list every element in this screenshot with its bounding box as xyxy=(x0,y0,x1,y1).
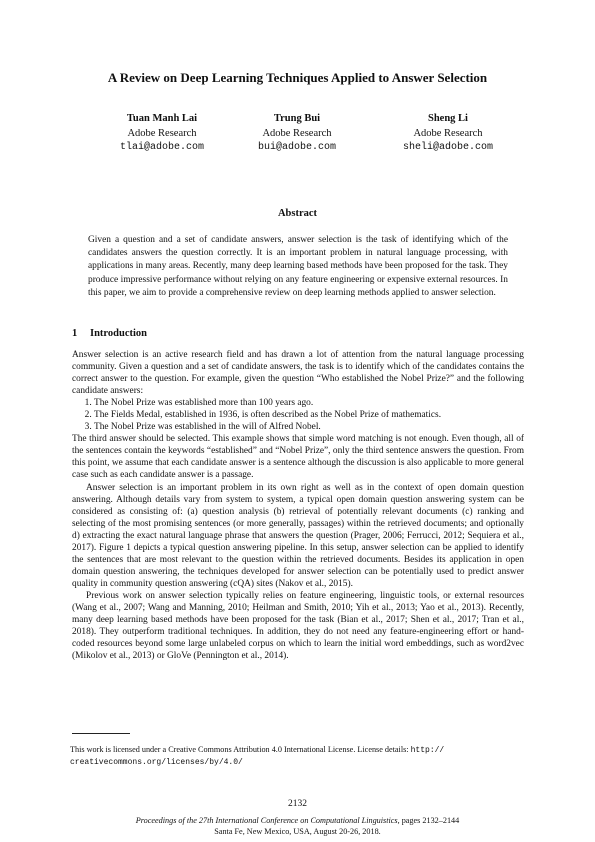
author-block-2 xyxy=(212,112,382,156)
abstract-text: Given a question and a set of candidate answers, answer selection is the task of identifying which of the candidates answers the question correctly. It is an important problem in natural language processing, with applications in many areas. Recently, many deep learning based methods have been proposed for the task. They produce impressive performance without relying on any feature engineering or expensive external resources. In this paper, we aim to provide a comprehensive review on deep learning methods applied to answer selection. xyxy=(88,235,508,298)
author-affiliation: Adobe Research xyxy=(413,127,483,139)
author-email: bui@adobe.com xyxy=(257,142,336,153)
section-title: Introduction xyxy=(90,328,147,339)
footnote xyxy=(70,744,526,768)
list-item: 3. The Nobel Prize was established in the will of Alfred Nobel. xyxy=(94,421,524,433)
author-name: Trung Bui xyxy=(273,113,321,124)
paper-title: A Review on Deep Learning Techniques Applied to Answer Selection xyxy=(107,70,488,85)
list-item: 1. The Nobel Prize was established more than 100 years ago. xyxy=(94,397,524,409)
abstract-heading: Abstract xyxy=(277,208,318,219)
proceedings-title: Proceedings of the 27th International Conference on Computational Linguistics xyxy=(135,816,398,825)
proceedings-pages: , pages 2132–2144 xyxy=(397,816,460,825)
list-item: 2. The Fields Medal, established in 1936, is often described as the Nobel Prize of mathematics. xyxy=(94,409,524,421)
section-heading xyxy=(72,328,147,339)
author-affiliation: Adobe Research xyxy=(127,127,197,139)
section-number: 1 xyxy=(72,328,78,339)
footnote-text: This work is licensed under a Creative Commons Attribution 4.0 International License. License details: xyxy=(70,745,409,754)
author-block-3 xyxy=(363,112,533,156)
proceedings-location: Santa Fe, New Mexico, USA, August 20-26, 2018. xyxy=(214,827,381,836)
license-link-part2[interactable]: creativecommons.org/licenses/by/4.0/ xyxy=(70,758,243,767)
page-number: 2132 xyxy=(288,799,307,809)
proceedings-footer xyxy=(0,815,595,837)
author-name: Tuan Manh Lai xyxy=(126,113,198,124)
author-email: tlai@adobe.com xyxy=(119,142,204,153)
intro-body xyxy=(72,349,524,662)
candidate-answer-list xyxy=(72,397,524,433)
author-name: Sheng Li xyxy=(428,113,468,124)
author-email: sheli@adobe.com xyxy=(402,142,493,153)
footnote-rule xyxy=(72,733,130,734)
author-affiliation: Adobe Research xyxy=(262,127,332,139)
intro-paragraph-1: Answer selection is an active research field and has drawn a lot of attention from the natural language processing community. Given a question and a set of candidate answers, the task is to identify which of the candidates contains the correct answer to the question. For example, given the question “Who established the Nobel Prize?” and the following candidate answers: xyxy=(72,350,524,397)
intro-paragraph-3: Answer selection is an important problem in its own right as well as in the context of open domain question answering. Although details vary from system to system, a typical open domain question answering system can be considered as consisting of: (a) question analysis (b) retrieval of potentially relevant documents (c) ranking and selecting of the most promising sentences (or more generally, passages) within the retrieved documents; and optionally d) extracting the exact natural language phrase that answers the question (Prager, 2006; Ferrucci, 2012; Sequiera et al., 2017). Figure 1 depicts a typical question answering pipeline. In this setup, answer selection can be applied to identify the sentences that are most relevant to the question within the retrieved documents. Besides its application in open domain question answering, the techniques developed for answer selection can be potentially used to predict answer quality in community question answering (cQA) sites (Nakov et al., 2015). xyxy=(72,482,524,589)
license-link-part1[interactable]: http:// xyxy=(410,746,445,755)
intro-paragraph-4: Previous work on answer selection typically relies on feature engineering, linguistic tools, or external resources (Wang et al., 2007; Wang and Manning, 2010; Heilman and Smith, 2010; Yih et al., 2013; Yao et al., 2013). Recently, many deep learning based methods have been proposed for the task (Bian et al., 2017; Shen et al., 2017; Tran et al., 2018). They outperform traditional techniques. In addition, they do not need any feature-engineering effort or hand-coded resources beyond some large unlabeled corpus on which to learn the initial word embeddings, such as word2vec (Mikolov et al., 2013) or GloVe (Pennington et al., 2014). xyxy=(72,590,524,662)
intro-paragraph-2: The third answer should be selected. This example shows that simple word matching is not enough. Even though, all of the sentences contain the keywords “established” and “Nobel Prize”, only the third sentence answers the question. From this point, we assume that each candidate answer is a sentence although the discussion is also applicable to more general case such as each candidate answer is a passage. xyxy=(72,434,524,481)
